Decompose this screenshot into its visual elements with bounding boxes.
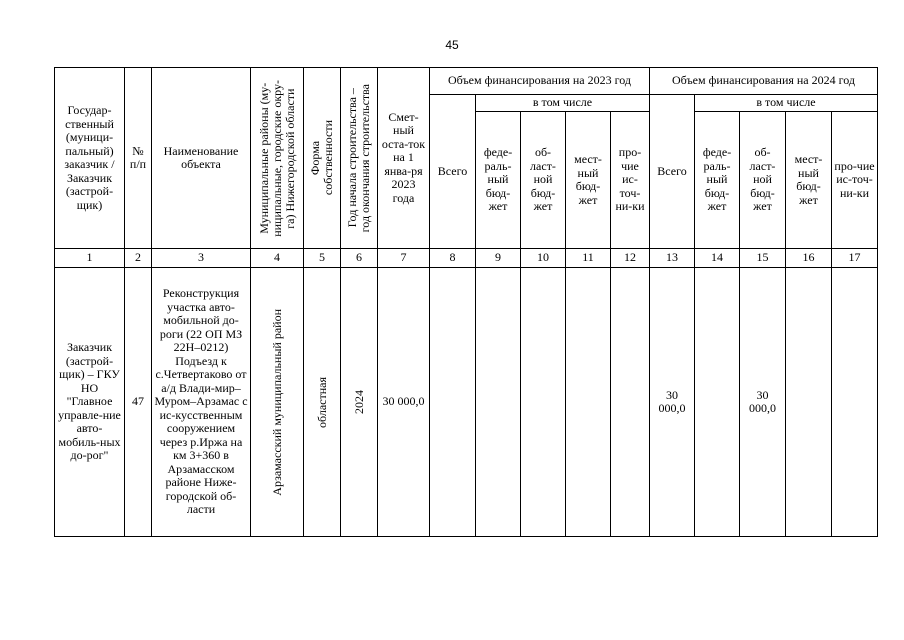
header-ownership: Форма собственности [304,68,341,249]
column-number: 14 [695,249,740,268]
financing-table [54,67,878,537]
column-number: 10 [521,249,566,268]
cell-num: 47 [125,268,152,537]
header-customer: Государ-ственный (муници-пальный) заказчик / Заказчик (застрой-щик) [55,68,125,249]
cell-district: Арзамасский муниципальный район [251,268,304,537]
table-row [55,268,878,537]
cell-2023-other [611,268,650,537]
header-funding-2023: Объем финансирования на 2023 год [430,68,650,95]
header-funding-2024: Объем финансирования на 2024 год [650,68,878,95]
column-number: 7 [378,249,430,268]
cell-2023-total [430,268,476,537]
column-numbers-row [55,249,878,268]
column-number: 2 [125,249,152,268]
cell-2024-total: 30 000,0 [650,268,695,537]
cell-ownership: областная [304,268,341,537]
column-number: 4 [251,249,304,268]
column-number: 1 [55,249,125,268]
column-number: 17 [832,249,878,268]
header-years: Год начала строительства – год окончания строительства [341,68,378,249]
header-estimate-remainder: Смет-ный оста-ток на 1 янва-ря 2023 года [378,68,430,249]
header-2023-including: в том числе [476,95,650,112]
header-object-name: Наименование объекта [152,68,251,249]
column-number: 12 [611,249,650,268]
cell-2024-federal [695,268,740,537]
header-2023-regional: об-ласт-ной бюд-жет [521,112,566,249]
cell-object-name: Реконструкция участка авто-мобильной до-роги (22 ОП МЗ 22Н–0212) Подъезд к с.Четвертаково от а/д Влади-мир–Муром–Арзамас с ис-кусственным сооружением через р.Иржа на км 3+360 в Арзамасском районе Ниже-городской об-ласти [152,268,251,537]
header-row-1 [55,68,878,95]
cell-2024-regional: 30 000,0 [740,268,786,537]
column-number: 13 [650,249,695,268]
header-2024-regional: об-ласт-ной бюд-жет [740,112,786,249]
header-num: № п/п [125,68,152,249]
header-2024-other: про-чие ис-точ-ни-ки [832,112,878,249]
column-number: 15 [740,249,786,268]
cell-2024-local [786,268,832,537]
header-2024-total: Всего [650,95,695,249]
header-2024-including: в том числе [695,95,878,112]
cell-2023-local [566,268,611,537]
header-2023-other: про-чие ис-точ-ни-ки [611,112,650,249]
header-2023-federal: феде-раль-ный бюд-жет [476,112,521,249]
column-number: 16 [786,249,832,268]
page-number: 45 [445,38,459,52]
column-number: 11 [566,249,611,268]
column-number: 8 [430,249,476,268]
column-number: 6 [341,249,378,268]
cell-2023-federal [476,268,521,537]
cell-2023-regional [521,268,566,537]
column-number: 3 [152,249,251,268]
column-number: 5 [304,249,341,268]
cell-years: 2024 [341,268,378,537]
header-2023-local: мест-ный бюд-жет [566,112,611,249]
header-districts: Муниципальные районы (му- ниципальные, городские окру- га) Нижегородской области [251,68,304,249]
cell-estimate-remainder: 30 000,0 [378,268,430,537]
header-2024-federal: феде-раль-ный бюд-жет [695,112,740,249]
column-number: 9 [476,249,521,268]
cell-customer: Заказчик (застрой-щик) – ГКУ НО "Главное управле-ние авто-мобиль-ных до-рог" [55,268,125,537]
header-2023-total: Всего [430,95,476,249]
header-2024-local: мест-ный бюд-жет [786,112,832,249]
cell-2024-other [832,268,878,537]
